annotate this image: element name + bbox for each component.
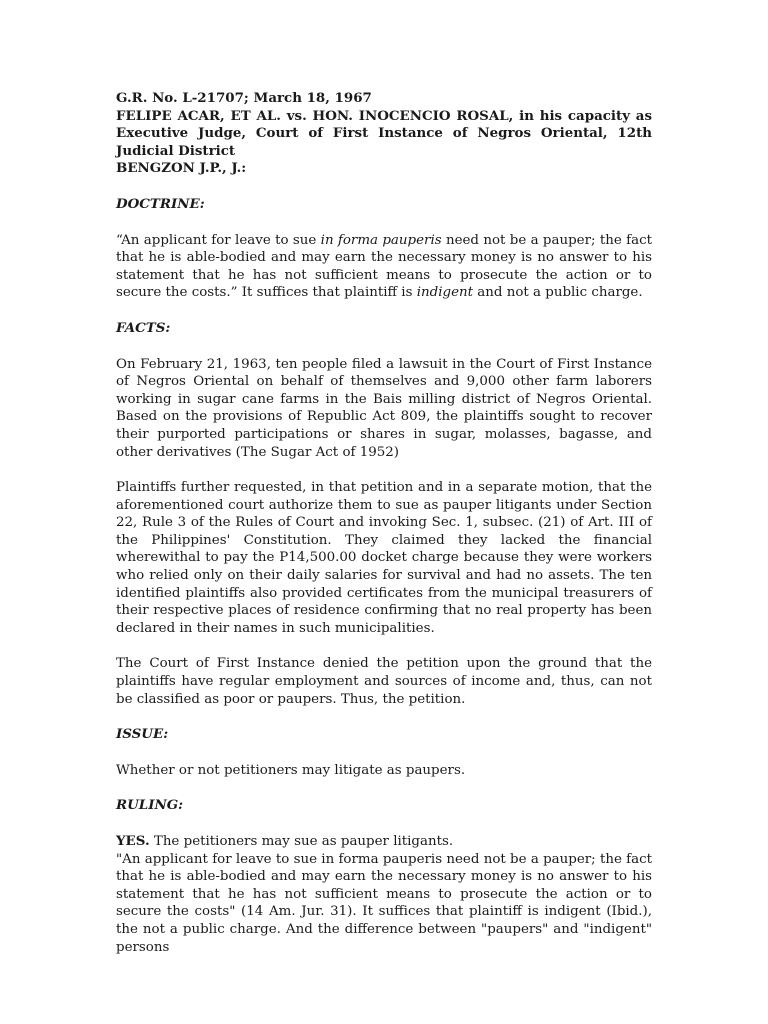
facts-heading: FACTS:: [116, 319, 171, 336]
doctrine-text-start: “An applicant for leave to sue: [116, 232, 321, 248]
doctrine-text-end: and not a public charge.: [473, 285, 643, 301]
doctrine-italic-indigent: indigent: [416, 285, 473, 301]
doctrine-text-middle: need not be a pauper; the fact that he is able-bodied and may earn the necessary money is no answer to his statement that he has not sufficient means to prosecute the action or to secure the costs.” It suffices that plaintiff is: [116, 232, 652, 301]
document-page: [116, 90, 652, 956]
ponente: BENGZON J.P., J.:: [116, 160, 247, 177]
ruling-quote: "An applicant for leave to sue in forma pauperis need not be a pauper; the fact that he is able-bodied and may earn the necessary money is no answer to his statement that he has not sufficient means to prosecute the action or to secure the costs" (14 Am. Jur. 31). It suffices that plaintiff is indigent (Ibid.), the not a public charge. And the difference between "paupers" and "indigent" persons: [116, 851, 652, 955]
issue-heading: ISSUE:: [116, 726, 169, 743]
ruling-answer-rest: The petitioners may sue as pauper litigants.: [149, 834, 454, 849]
facts-paragraph-3: The Court of First Instance denied the petition upon the ground that the plaintiffs have regular employment and sources of income and, thus, can not be classified as poor or paupers. Thus, the petition.: [116, 656, 652, 707]
doctrine-heading: DOCTRINE:: [116, 195, 205, 212]
issue-text: Whether or not petitioners may litigate as paupers.: [116, 762, 466, 778]
case-number: G.R. No. L-21707; March 18, 1967: [116, 90, 372, 106]
case-parties: FELIPE ACAR, ET AL. vs. HON. INOCENCIO ROSAL, in his capacity as Executive Judge, Court of First Instance of Negros Oriental, 12th Judicial District: [116, 107, 652, 159]
ruling-answer: [116, 833, 652, 851]
ruling-yes: YES.: [116, 833, 150, 849]
doctrine-italic-forma-pauperis: in forma pauperis: [320, 232, 442, 248]
facts-paragraph-2: Plaintiffs further requested, in that petition and in a separate motion, that the aforementioned court authorize them to sue as pauper litigants under Section 22, Rule 3 of the Rules of Court and invoking Sec. 1, subsec. (21) of Art. III of the Philippines' Constitution. They claimed they lacked the financial wherewithal to pay the P14,500.00 docket charge because they were workers who relied only on their daily salaries for survival and had no assets. The ten identified plaintiffs also provided certificates from the municipal treasurers of their respective places of residence confirming that no real property has been declared in their names in such municipalities.: [116, 480, 652, 636]
doctrine-text: [116, 232, 652, 302]
ruling-heading: RULING:: [116, 797, 184, 814]
facts-paragraph-1: On February 21, 1963, ten people filed a lawsuit in the Court of First Instance of Negros Oriental on behalf of themselves and 9,000 other farm laborers working in sugar cane farms in the Bais milling district of Negros Oriental. Based on the provisions of Republic Act 809, the plaintiffs sought to recover their purported participations or shares in sugar, molasses, bagasse, and other derivatives (The Sugar Act of 1952): [116, 356, 652, 460]
